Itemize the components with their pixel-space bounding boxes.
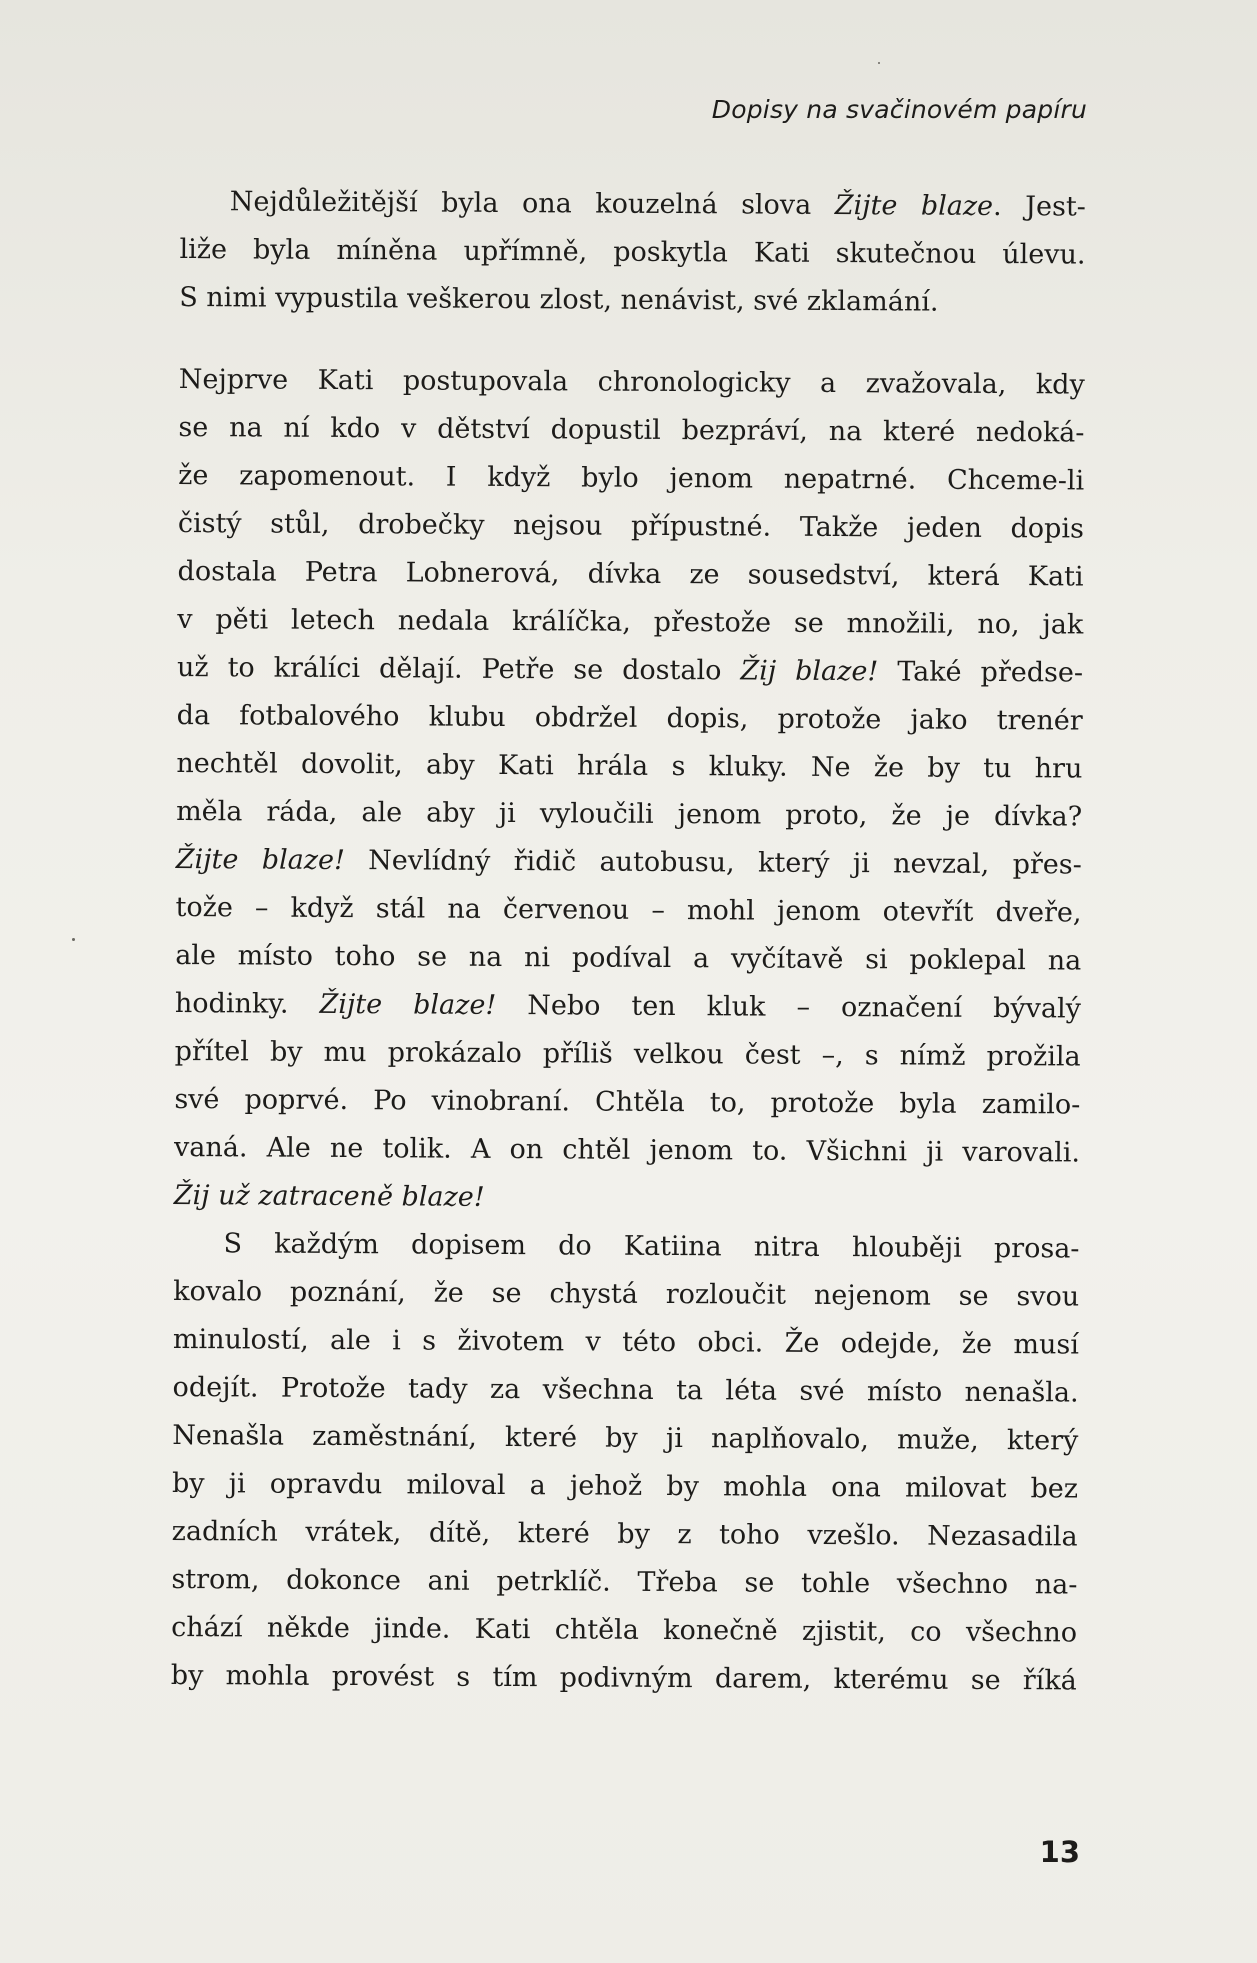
text-line: Nenašla zaměstnání, které by ji naplňovalo, muže, který — [172, 1419, 1079, 1457]
text-line: Nejdůležitější byla ona kouzelná slova Žijte blaze. Jest- — [229, 186, 1086, 223]
text-line: ale místo toho se na ni podíval a vyčítavě si poklepal na — [175, 939, 1082, 977]
text-line: Nejprve Kati postupovala chronologicky a zvažovala, kdy — [178, 363, 1085, 401]
text-line: da fotbalového klubu obdržel dopis, protože jako trenér — [176, 699, 1083, 737]
italic-phrase: Žijte blaze! — [175, 843, 345, 877]
text-line: by mohla provést s tím podivným darem, kterému se říká — [170, 1659, 1077, 1697]
text-line: odejít. Protože tady za všechna ta léta své místo nenašla. — [172, 1371, 1079, 1409]
italic-phrase: Žij už zatraceně blaze! — [173, 1179, 485, 1213]
text-line — [174, 1172, 1080, 1226]
text-line: se na ní kdo v dětství dopustil bezpráví, na které nedoká- — [178, 411, 1085, 449]
text-line: vaná. Ale ne tolik. A on chtěl jenom to. Všichni ji varovali. — [173, 1131, 1081, 1169]
italic-phrase: Žij blaze! — [740, 655, 879, 688]
italic-phrase: Žijte blaze — [834, 190, 994, 222]
text-line: S nimi vypustila veškerou zlost, nenávist, své zklamání. — [179, 281, 939, 318]
body-text — [171, 178, 1086, 1706]
text-line: čistý stůl, drobečky nejsou přípustné. Takže jeden dopis — [177, 507, 1084, 545]
paragraph — [174, 356, 1085, 1226]
text-line: strom, dokonce ani petrklíč. Třeba se tohle všechno na- — [171, 1563, 1078, 1601]
page-number: 13 — [1039, 1835, 1080, 1869]
text-line: že zapomenout. I když bylo jenom nepatrné. Chceme-li — [178, 459, 1085, 497]
running-header: Dopisy na svačinovém papíru — [711, 95, 1087, 124]
text-line: S každým dopisem do Katiina nitra hlouběji prosa- — [223, 1228, 1080, 1265]
paragraph — [171, 1220, 1080, 1706]
text-line: dostala Petra Lobnerová, dívka ze sousedství, která Kati — [177, 555, 1084, 593]
text-line: zadních vrátek, dítě, které by z toho vzešlo. Nezasadila — [171, 1515, 1078, 1553]
text-line: minulostí, ale i s životem v této obci. Že odejde, že musí — [172, 1323, 1079, 1361]
text-line: už to králíci dělají. Petře se dostalo Žij blaze! Také předse- — [176, 651, 1084, 689]
paper-speck — [72, 938, 75, 941]
italic-phrase: Žijte blaze! — [319, 988, 497, 1021]
paragraph — [179, 178, 1086, 328]
text-line: chází někde jinde. Kati chtěla konečně zjistit, co všechno — [171, 1611, 1078, 1649]
text-line: nechtěl dovolit, aby Kati hrála s kluky. Ne že by tu hru — [176, 747, 1083, 785]
paper-speck — [878, 62, 880, 64]
text-line: v pěti letech nedala králíčka, přestože se množili, no, jak — [177, 603, 1084, 641]
text-line: liže byla míněna upřímně, poskytla Kati skutečnou úlevu. — [179, 233, 1086, 271]
text-line: své poprvé. Po vinobraní. Chtěla to, protože byla zamilo- — [174, 1083, 1081, 1121]
text-line: hodinky. Žijte blaze! Nebo ten kluk – označení bývalý — [174, 987, 1082, 1025]
text-line: by ji opravdu miloval a jehož by mohla ona milovat bez — [171, 1467, 1079, 1505]
text-line: kovalo poznání, že se chystá rozloučit nejenom se svou — [173, 1275, 1080, 1313]
text-line: Žijte blaze! Nevlídný řidič autobusu, který ji nevzal, přes- — [175, 843, 1082, 881]
text-line: přítel by mu prokázalo příliš velkou čest –, s nímž prožila — [174, 1035, 1081, 1073]
text-line: měla ráda, ale aby ji vyloučili jenom proto, že je dívka? — [176, 795, 1083, 833]
text-line: tože – když stál na červenou – mohl jenom otevřít dveře, — [175, 891, 1082, 929]
